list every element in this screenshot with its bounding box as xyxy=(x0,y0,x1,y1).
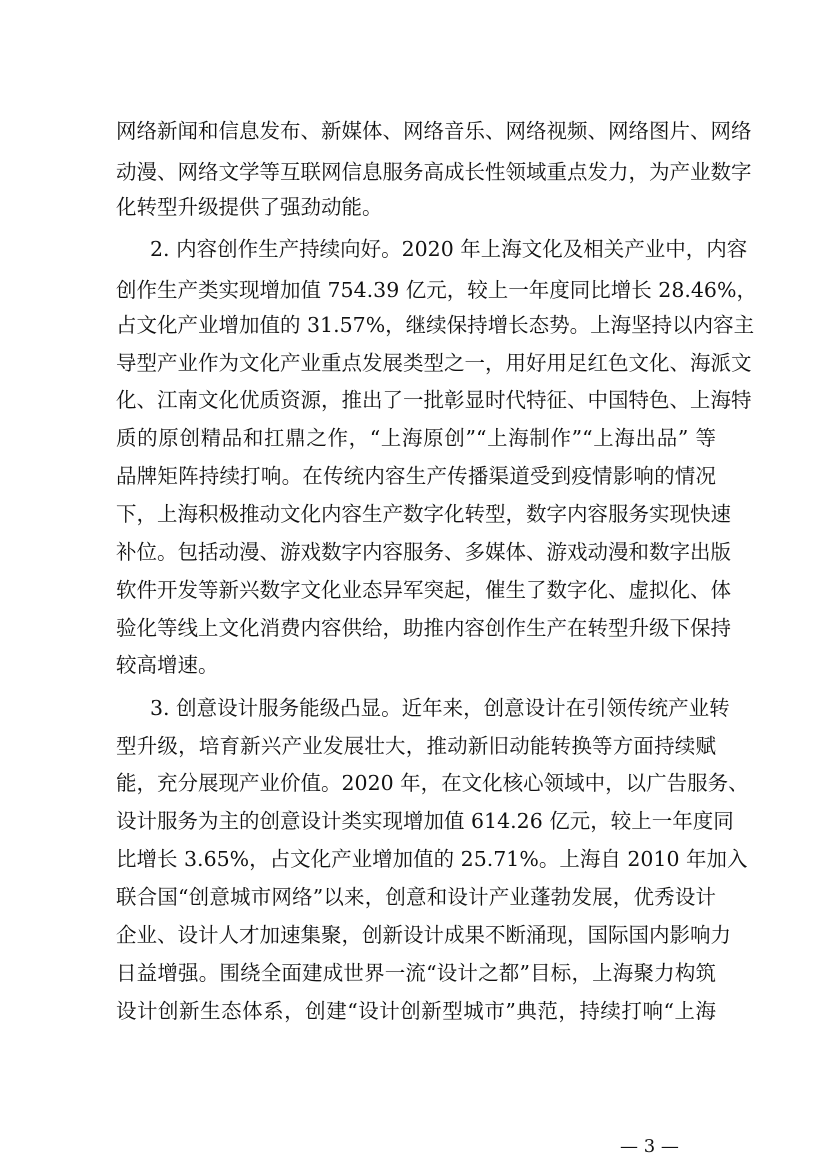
text-line: 验化等线上文化消费内容供给，助推内容创作生产在转型升级下保持 xyxy=(116,616,731,640)
text-line: 化转型升级提供了强劲动能。 xyxy=(116,195,383,219)
text-line: 占文化产业增加值的 31.57%，继续保持增长态势。上海坚持以内容主 xyxy=(116,313,755,337)
text-line: 2. 内容创作生产持续向好。2020 年上海文化及相关产业中，内容 xyxy=(150,237,748,261)
text-line: 化、江南文化优质资源，推出了一批彰显时代特征、中国特色、上海特 xyxy=(116,388,752,412)
text-line: 品牌矩阵持续打响。在传统内容生产传播渠道受到疫情影响的情况 xyxy=(116,464,716,488)
text-line: 补位。包括动漫、游戏数字内容服务、多媒体、游戏动漫和数字出版 xyxy=(116,540,731,564)
text-line: 较高增速。 xyxy=(116,653,219,677)
text-line: 比增长 3.65%，占文化产业增加值的 25.71%。上海自 2010 年加入 xyxy=(116,847,748,871)
text-line: 型升级，培育新兴产业发展壮大，推动新旧动能转换等方面持续赋 xyxy=(116,734,716,758)
text-line: 质的原创精品和扛鼎之作，“上海原创”“上海制作”“上海出品” 等 xyxy=(116,426,716,450)
text-line: 软件开发等新兴数字文化业态异军突起，催生了数字化、虚拟化、体 xyxy=(116,578,731,602)
text-line: 设计服务为主的创意设计类实现增加值 614.26 亿元，较上一年度同 xyxy=(116,809,734,833)
text-line: 创作生产类实现增加值 754.39 亿元，较上一年度同比增长 28.46%， xyxy=(116,278,757,302)
text-line: 设计创新生态体系，创建“设计创新型城市”典范，持续打响“上海 xyxy=(116,999,716,1023)
text-line: 能，充分展现产业价值。2020 年，在文化核心领域中，以广告服务、 xyxy=(116,771,749,795)
text-line: 导型产业作为文化产业重点发展类型之一，用好用足红色文化、海派文 xyxy=(116,351,752,375)
text-line: 下，上海积极推动文化内容生产数字化转型，数字内容服务实现快速 xyxy=(116,502,731,526)
text-line: 3. 创意设计服务能级凸显。近年来，创意设计在引领传统产业转 xyxy=(150,696,730,720)
text-line: 动漫、网络文学等互联网信息服务高成长性领域重点发力，为产业数字 xyxy=(116,160,752,184)
text-line: 网络新闻和信息发布、新媒体、网络音乐、网络视频、网络图片、网络 xyxy=(116,119,752,143)
page-number: — 3 — xyxy=(620,1136,679,1157)
text-line: 日益增强。围绕全面建成世界一流“设计之都”目标，上海聚力构筑 xyxy=(116,961,716,985)
text-line: 企业、设计人才加速集聚，创新设计成果不断涌现，国际国内影响力 xyxy=(116,923,731,947)
text-line: 联合国“创意城市网络”以来，创意和设计产业蓬勃发展，优秀设计 xyxy=(116,885,716,909)
